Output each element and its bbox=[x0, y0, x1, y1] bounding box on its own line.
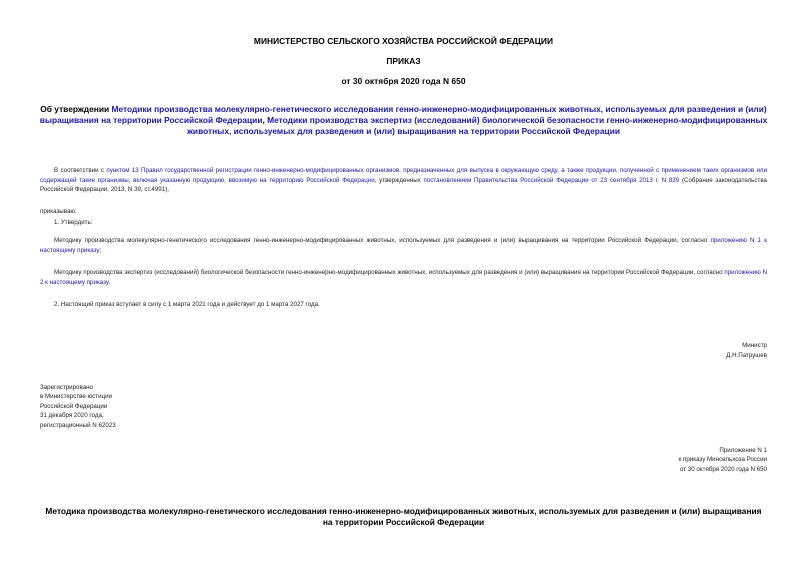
registration-line: Российской Федерации bbox=[40, 402, 108, 410]
method1-appendix-link[interactable]: приложению N 1 к настоящему приказу bbox=[40, 237, 767, 254]
method2-appendix-link[interactable]: приложению N 2 к настоящему приказу bbox=[40, 269, 767, 286]
doc-type-heading: ПРИКАЗ bbox=[386, 56, 421, 66]
item-1: 1. Утвердить: bbox=[54, 219, 93, 226]
date-number-heading: от 30 октября 2020 года N 650 bbox=[341, 76, 466, 86]
registration-line: 31 декабря 2020 года, bbox=[40, 412, 104, 420]
method-heading: Методика производства молекулярно-генетического исследования генно-инженерно-модифицированных животных, используемых для разведения и (или) выращивания на территории Российской Федерации bbox=[45, 506, 762, 527]
appendix-line: Приложение N 1 bbox=[719, 447, 767, 454]
appendix-line: к приказу Минсельхоза России bbox=[678, 456, 767, 464]
registration-line: Зарегистрировано bbox=[40, 384, 93, 391]
title-middle: , bbox=[262, 115, 268, 125]
preamble-link-point[interactable]: пунктом 13 Правил государственной регистрации генно-инженерно-модифицированных организмов, предназначенных для выпуска в окружающую среду, а также продукции, полученной с применением таких организмов или содержащей такие организмы, включая указанную продукцию, ввозимую на территорию Российской Федерации, bbox=[40, 167, 767, 184]
appendix-note bbox=[560, 446, 767, 474]
item-2: 2. Настоящий приказ вступает в силу с 1 марта 2021 года и действует до 1 марта 2027 года. bbox=[54, 301, 320, 308]
method2-text: Методику производства экспертиз (исследований) биологической безопасности генно-инженерно-модифицированных животных, используемых для разведения и (или) выращивания на территории Российской Федерации, согласно bbox=[54, 269, 725, 276]
preamble-text-3: (Собрание законодательства Российской Федерации, 2013, N 39, ст.4991), bbox=[40, 176, 767, 194]
title-link-method1[interactable]: Методики производства молекулярно-генетического исследования генно-инженерно-модифицированных животных, используемых для разведения и (или) выращивания на территории Российской Федерации bbox=[39, 104, 767, 125]
registration-line: в Министерстве юстиции bbox=[40, 393, 113, 401]
ministry-heading: МИНИСТЕРСТВО СЕЛЬСКОГО ХОЗЯЙСТВА РОССИЙСКОЙ ФЕДЕРАЦИИ bbox=[253, 36, 554, 46]
preamble-text-1: В соответствии с bbox=[54, 167, 107, 174]
preamble-paragraph bbox=[40, 166, 767, 195]
registration-line: регистрационный N 62023 bbox=[40, 421, 116, 429]
signature-position: Министр bbox=[742, 342, 767, 349]
method2-paragraph bbox=[40, 268, 767, 287]
order-title bbox=[30, 104, 777, 137]
title-link-method2[interactable]: Методики производства экспертиз (исследований) биологической безопасности генно-инженерно-модифицированных животных, используемых для разведения и (или) выращивания на территории Российской Федерации bbox=[186, 115, 768, 136]
order-word: приказываю: bbox=[40, 208, 77, 215]
signature-name: Д.Н.Патрушев bbox=[726, 352, 767, 359]
appendix-line: от 30 октября 2020 года N 650 bbox=[679, 465, 767, 473]
method1-text: Методику производства молекулярно-генетического исследования генно-инженерно-модифицированных животных, используемых для разведения и (или) выращивания на территории Российской Федерации, согласно bbox=[54, 237, 711, 244]
method1-paragraph bbox=[40, 236, 767, 255]
preamble-link-decree[interactable]: постановлением Правительства Российской Федерации от 23 сентября 2013 г. N 839 bbox=[423, 176, 680, 184]
registration-block bbox=[40, 383, 116, 430]
preamble-text-2: утвержденных bbox=[376, 176, 424, 184]
title-prefix: Об утверждении bbox=[40, 104, 112, 114]
method2-end: . bbox=[108, 278, 111, 286]
method1-end: ; bbox=[99, 246, 102, 254]
